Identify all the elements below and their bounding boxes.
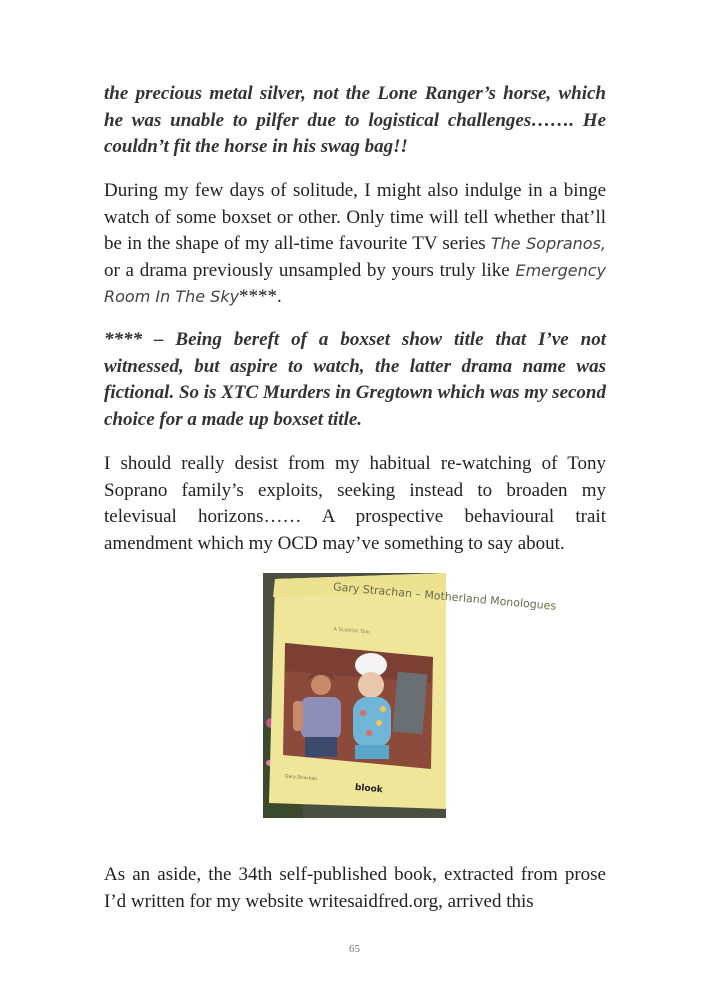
paragraph-aside: As an aside, the 34th self-published book, extracted from prose I’d written for my website writesaidfred.org, arrived this xyxy=(104,864,606,912)
book-photo xyxy=(263,573,557,818)
book-cover-title: Gary Strachan – Motherland Monologues xyxy=(332,580,557,613)
paragraph-rewatching: I should really desist from my habitual re-watching of Tony Soprano family’s exploits, seeking instead to broaden my televisual horizons…… A prospective behavioural trait amendment which my OCD may’ve something to say about. xyxy=(104,453,606,554)
text-segment: During my few days of solitude, I might also indulge in a binge watch of some boxset or other. Only time will tell whether that’ll be in the shape of my all-time favourite TV series xyxy=(104,180,606,254)
book-cover-publisher: blook xyxy=(354,782,384,796)
text-segment: or a drama previously unsampled by yours truly like xyxy=(104,259,516,281)
show-title-sopranos: The Sopranos, xyxy=(490,234,606,253)
page-number: 65 xyxy=(349,943,360,955)
paragraph-footnote-continuation: the precious metal silver, not the Lone Ranger’s horse, which he was unable to pilfer due to logistical challenges……. He couldn’t fit the horse in his swag bag!! xyxy=(104,83,606,157)
footnote-marker: ****. xyxy=(239,286,282,307)
book-cover-subtitle: A Scottish Tale xyxy=(333,626,370,636)
paragraph-boxset xyxy=(104,178,606,311)
show-title-emergency-room: Emergency Room In The Sky xyxy=(104,260,606,306)
book-cover-author: Gary Strachan xyxy=(284,774,318,783)
paragraph-footnote: **** – Being bereft of a boxset show title that I’ve not witnessed, but aspire to watch, the latter drama name was fictional. So is XTC Murders in Gregtown which was my second choice for a made up boxset title. xyxy=(104,329,606,430)
